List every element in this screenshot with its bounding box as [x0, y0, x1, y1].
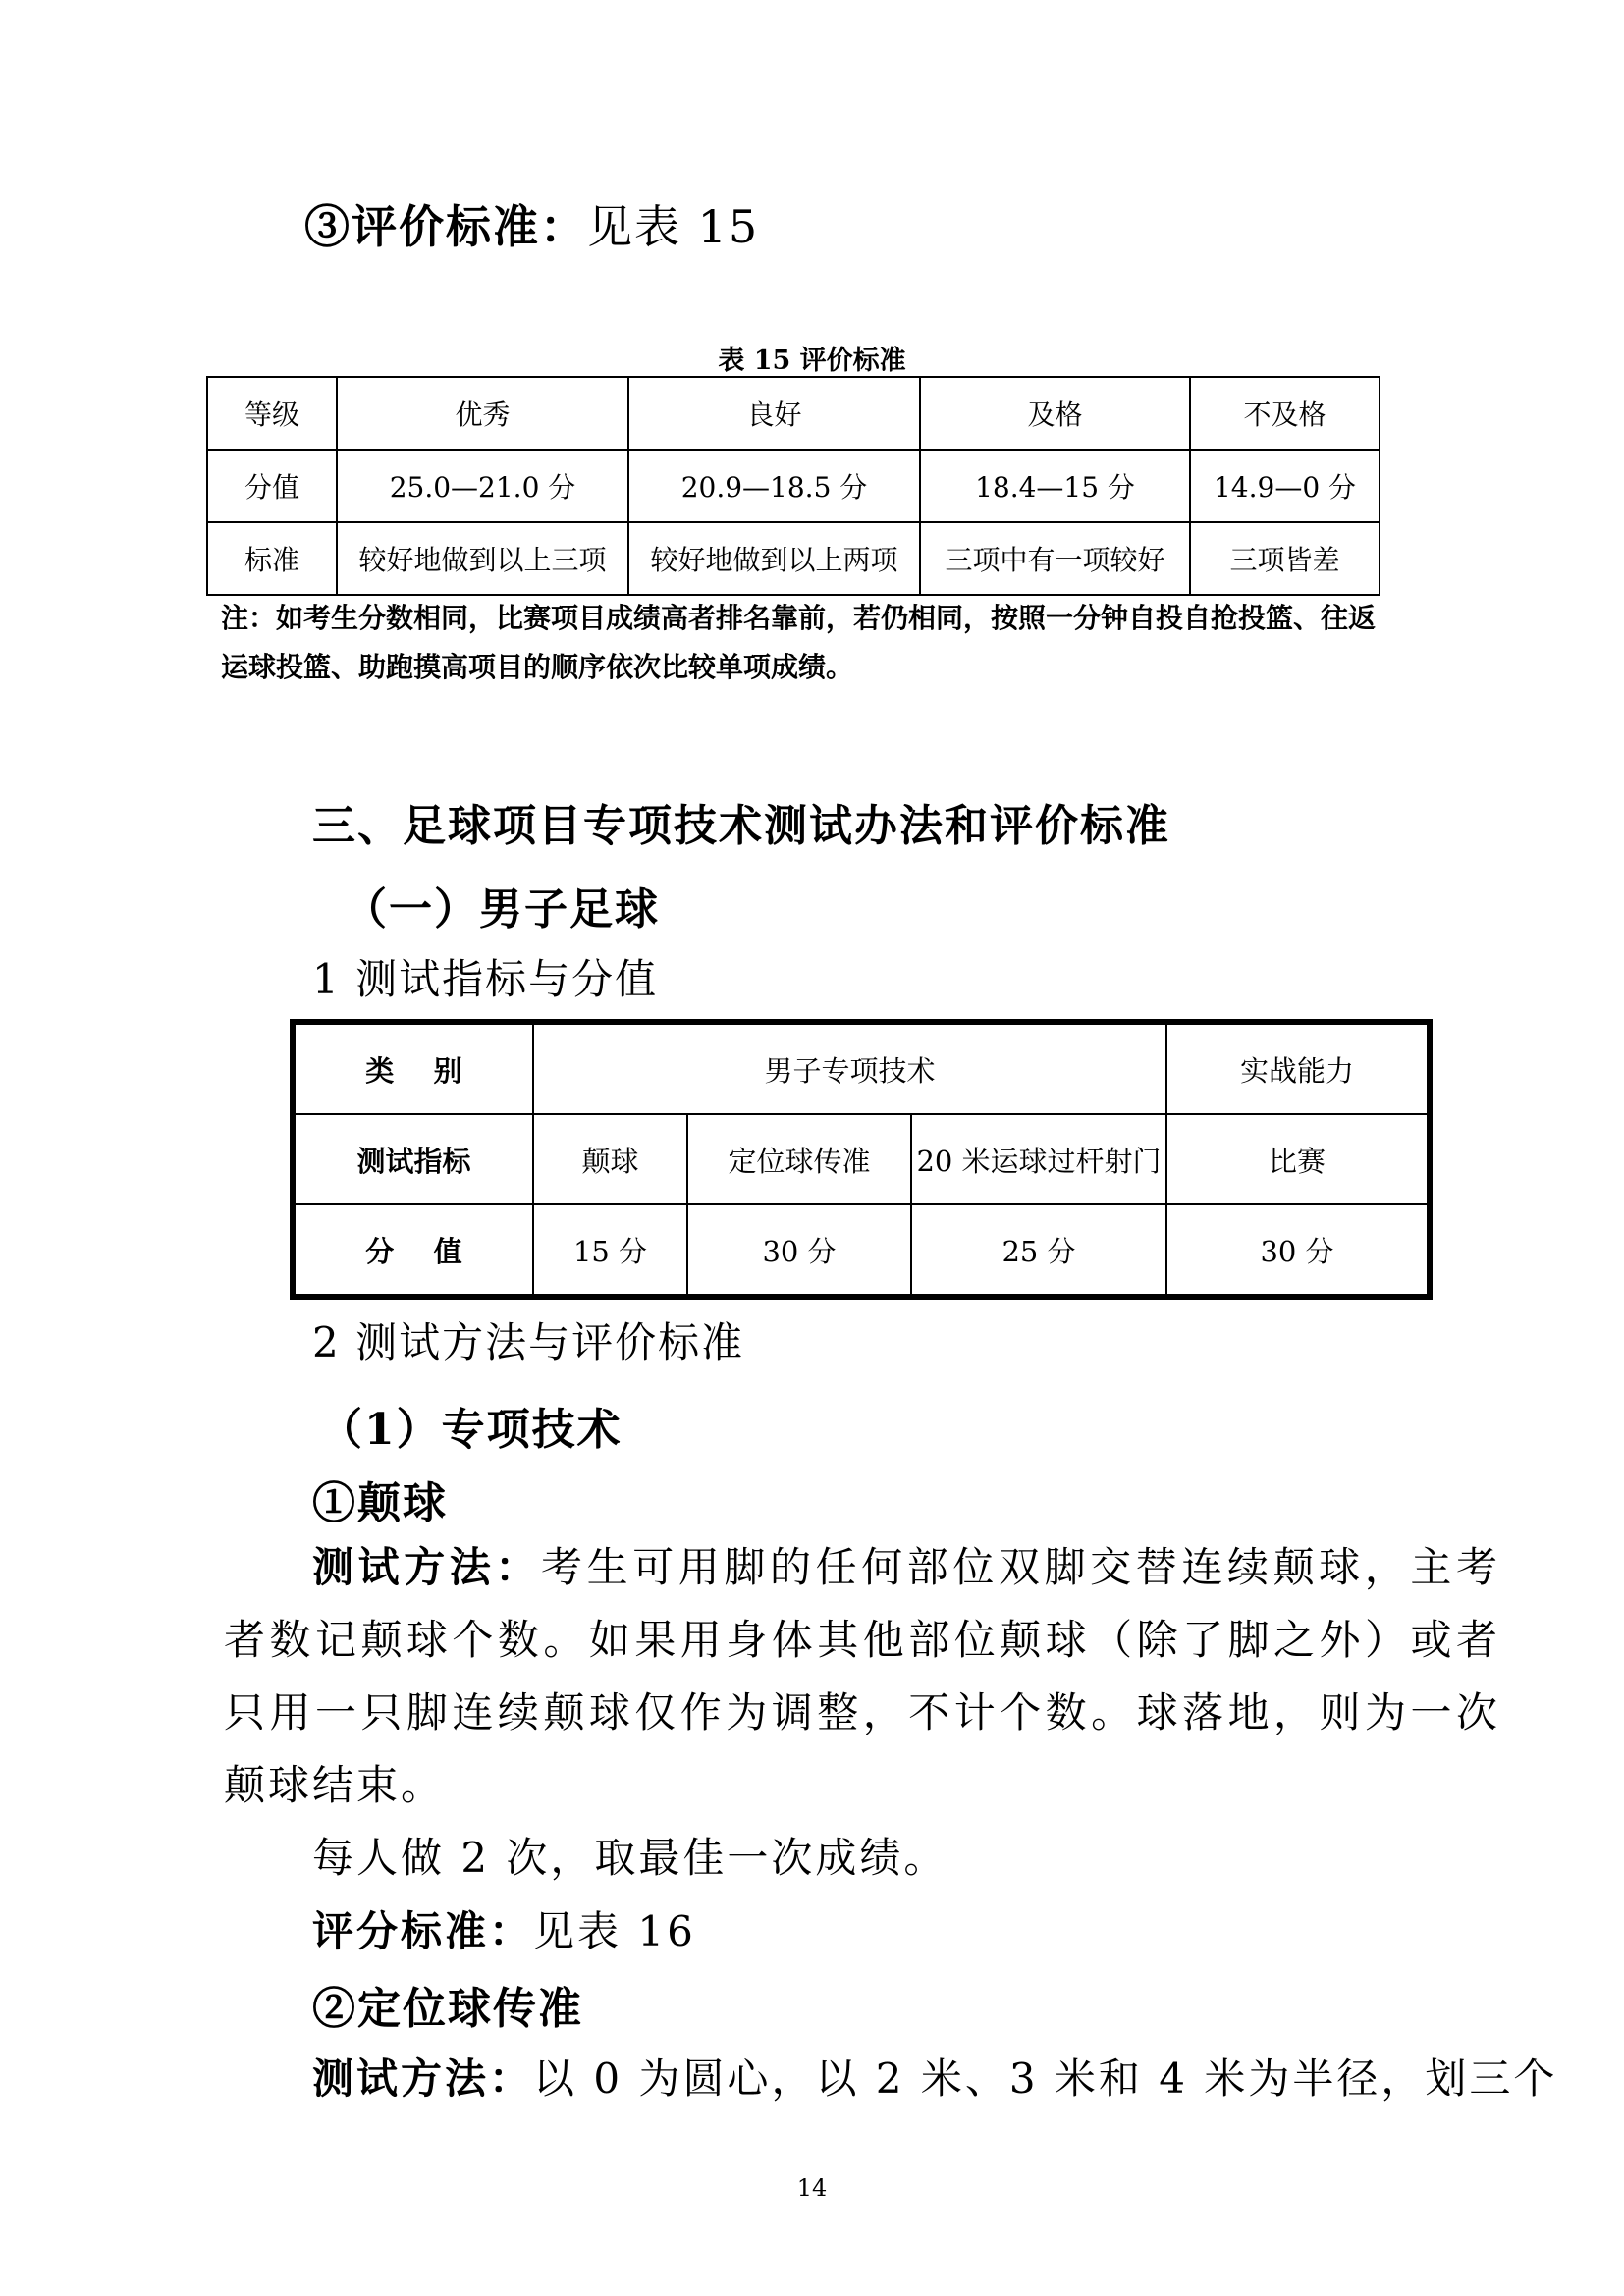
table-cell: 及格: [920, 377, 1190, 450]
eval-standard-heading: [304, 191, 759, 256]
method-label: 测试方法：: [312, 1543, 541, 1591]
table-cell: 不及格: [1190, 377, 1380, 450]
note-line-2: 运球投篮、助跑摸高项目的顺序依次比较单项成绩。: [221, 651, 854, 683]
method-text: 以 0 为圆心，以 2 米、3 米和 4 米为半径，划三个: [533, 2055, 1558, 2103]
table-row: [207, 522, 1380, 595]
page-number: 14: [796, 2174, 828, 2202]
table-cell: 实战能力: [1166, 1022, 1430, 1114]
table-cell: 测试指标: [293, 1114, 533, 1204]
table-cell: 14.9—0 分: [1190, 450, 1380, 522]
table-cell: 比赛: [1166, 1114, 1430, 1204]
table15: [206, 376, 1380, 596]
table-cell: 定位球传准: [687, 1114, 911, 1204]
subsection-male-football: （一）男子足球: [344, 884, 660, 934]
table-cell: 20.9—18.5 分: [628, 450, 920, 522]
section-3-title: 三、足球项目专项技术测试办法和评价标准: [312, 801, 1170, 851]
item-1-score-standard: [312, 1899, 696, 1958]
table-cell: 分 值: [293, 1204, 533, 1297]
table-cell: 标准: [207, 522, 337, 595]
method-label: 测试方法：: [312, 2055, 534, 2103]
table15-caption: 表 15 评价标准: [718, 346, 906, 376]
table-row: [293, 1022, 1430, 1114]
point-1-heading: 1 测试指标与分值: [312, 955, 659, 1003]
subsection-skill: （1）专项技术: [319, 1405, 623, 1455]
method-text: 考生可用脚的任何部位双脚交替连续颠球，主考者数记颠球个数。如果用身体其他部位颠球（除了脚之外）或者只用一只脚连续颠球仅作为调整，不计个数。球落地，则为一次颠球结束。: [224, 1543, 1500, 1809]
item-2-method-paragraph: [312, 2047, 1557, 2106]
table-row: [293, 1114, 1430, 1204]
table-cell: 优秀: [337, 377, 628, 450]
table-cell: 较好地做到以上两项: [628, 522, 920, 595]
metrics-table: [290, 1019, 1433, 1300]
note-line-1: 注：如考生分数相同，比赛项目成绩高者排名靠前，若仍相同，按照一分钟自投自抢投篮、往返: [221, 602, 1377, 634]
score-label: 评分标准：: [312, 1907, 534, 1955]
eval-standard-label: ③评价标准：: [304, 200, 587, 253]
table-cell: 18.4—15 分: [920, 450, 1190, 522]
table-cell: 25.0—21.0 分: [337, 450, 628, 522]
table-cell: 30 分: [1166, 1204, 1430, 1297]
table-cell: 颠球: [533, 1114, 687, 1204]
table-cell: 分值: [207, 450, 337, 522]
table-cell: 男子专项技术: [533, 1022, 1166, 1114]
table-cell: 20 米运球过杆射门: [911, 1114, 1166, 1204]
table-cell: 类 别: [293, 1022, 533, 1114]
table-cell: 15 分: [533, 1204, 687, 1297]
table-row: [293, 1204, 1430, 1297]
table-cell: 较好地做到以上三项: [337, 522, 628, 595]
point-2-heading: 2 测试方法与评价标准: [312, 1318, 745, 1366]
table15-note: [221, 594, 1488, 692]
item-2-title: ②定位球传准: [312, 1984, 583, 2034]
table-cell: 25 分: [911, 1204, 1166, 1297]
score-ref: 见表 16: [533, 1907, 696, 1955]
table-row: [207, 377, 1380, 450]
table-row: [207, 450, 1380, 522]
table-cell: 等级: [207, 377, 337, 450]
table-cell: 三项皆差: [1190, 522, 1380, 595]
eval-standard-ref: 见表 15: [587, 200, 760, 253]
item-1-title: ①颠球: [312, 1478, 448, 1528]
table-cell: 良好: [628, 377, 920, 450]
item-1-attempts: 每人做 2 次，取最佳一次成绩。: [312, 1834, 948, 1882]
table-cell: 三项中有一项较好: [920, 522, 1190, 595]
item-1-method-paragraph: [224, 1531, 1500, 1822]
table-cell: 30 分: [687, 1204, 911, 1297]
